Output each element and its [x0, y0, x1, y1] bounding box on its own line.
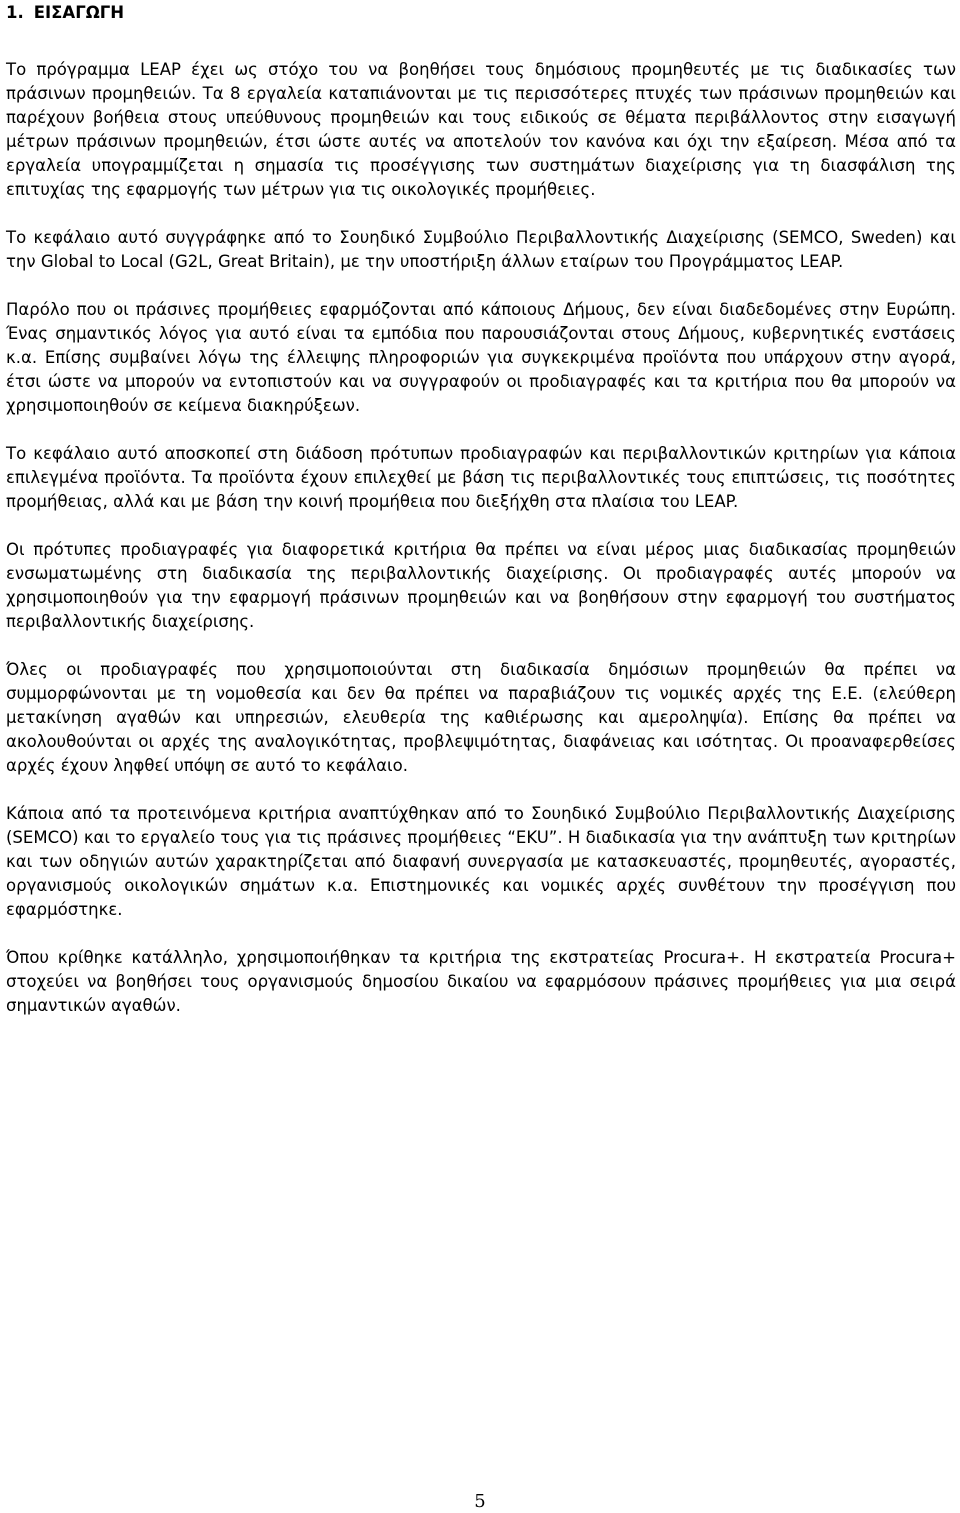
- page-number: 5: [474, 1491, 486, 1512]
- paragraph-authors: Το κεφάλαιο αυτό συγγράφηκε από το Σουηδικό Συμβούλιο Περιβαλλοντικής Διαχείρισης (SEMCO, Sweden) και την Global to Local (G2L, Great Britain), με την υποστήριξη άλλων εταίρων του Προγράμματος LEAP.: [6, 228, 956, 271]
- section-number: 1.: [6, 3, 24, 22]
- document-page: [6, 0, 956, 1018]
- paragraph-legal-principles: Όλες οι προδιαγραφές που χρησιμοποιούνται στη διαδικασία δημόσιων προμηθειών θα πρέπει να συμμορφώνονται με τη νομοθεσία και δεν θα πρέπει να παραβιάζουν τις νομικές αρχές της Ε.Ε. (ελεύθερη μετακίνηση αγαθών και υπηρεσιών, ελευθερία της καθιέρωσης και αμεροληψία). Επίσης θα πρέπει να ακολουθούνται οι αρχές της αναλογικότητας, προβλεψιμότητας, διαφάνειας και ισότητας. Οι προαναφερθείσες αρχές έχουν ληφθεί υπόψη σε αυτό το κεφάλαιο.: [6, 660, 956, 775]
- section-heading: [6, 0, 956, 24]
- paragraph-intro: Το πρόγραμμα LEAP έχει ως στόχο του να βοηθήσει τους δημόσιους προμηθευτές με τις διαδικασίες των πράσινων προμηθειών. Τα 8 εργαλεία καταπιάνονται με τις περισσότερες πτυχές των πράσινων προμηθειών και παρέχουν βοήθεια στους υπεύθυνους προμηθειών και τους ειδικούς σε θέματα περιβάλλοντος στην εισαγωγή μέτρων πράσινων προμηθειών, έτσι ώστε αυτές να αποτελούν τον κανόνα και όχι την εξαίρεση. Μέσα από τα εργαλεία υπογραμμίζεται η σημασία τις προσέγγισης των συστημάτων διαχείρισης για τη διασφάλιση της επιτυχίας της εφαρμογής των μέτρων για τις οικολογικές προμήθειες.: [6, 60, 956, 199]
- paragraph-procura: Όπου κρίθηκε κατάλληλο, χρησιμοποιήθηκαν τα κριτήρια της εκστρατείας Procura+. Η εκστρατεία Procura+ στοχεύει να βοηθήσει τους οργανισμούς δημοσίου δικαίου να εφαρμόσουν πράσινες προμήθειες για μια σειρά σημαντικών αγαθών.: [6, 948, 956, 1015]
- paragraph-specifications: Οι πρότυπες προδιαγραφές για διαφορετικά κριτήρια θα πρέπει να είναι μέρος μιας διαδικασίας προμηθειών ενσωματωμένης στη διαδικασία της περιβαλλοντικής διαχείρισης. Οι προδιαγραφές αυτές μπορούν να χρησιμοποιηθούν για την εφαρμογή πράσινων προμηθειών και να βοηθήσουν στην εφαρμογή του συστήματος περιβαλλοντικής διαχείρισης.: [6, 540, 956, 631]
- section-title: ΕΙΣΑΓΩΓΗ: [33, 3, 125, 22]
- paragraph-aim: Το κεφάλαιο αυτό αποσκοπεί στη διάδοση πρότυπων προδιαγραφών και περιβαλλοντικών κριτηρίων για κάποια επιλεγμένα προϊόντα. Τα προϊόντα έχουν επιλεχθεί με βάση τις περιβαλλοντικές τους επιπτώσεις, τις ποσότητες προμήθειας, αλλά και με βάση την κοινή προμήθεια που διεξήχθη στα πλαίσια του LEAP.: [6, 444, 956, 511]
- paragraph-adoption: Παρόλο που οι πράσινες προμήθειες εφαρμόζονται από κάποιους Δήμους, δεν είναι διαδεδομένες στην Ευρώπη. Ένας σημαντικός λόγος για αυτό είναι τα εμπόδια που παρουσιάζονται στους Δήμους, κυβερνητικές ενστάσεις κ.α. Επίσης συμβαίνει λόγω της έλλειψης πληροφοριών για συγκεκριμένα προϊόντα που υπάρχουν στην αγορά, έτσι ώστε να μπορούν να εντοπιστούν και να συγγραφούν οι προδιαγραφές και τα κριτήρια που θα μπορούν να χρησιμοποιηθούν σε κείμενα διακηρύξεων.: [6, 300, 956, 415]
- paragraph-criteria-source: Κάποια από τα προτεινόμενα κριτήρια αναπτύχθηκαν από το Σουηδικό Συμβούλιο Περιβαλλοντικής Διαχείρισης (SEMCO) και το εργαλείο τους για τις πράσινες προμήθειες “EKU”. Η διαδικασία για την ανάπτυξη των κριτηρίων και των οδηγιών αυτών χαρακτηρίζεται από διαφανή συνεργασία με κατασκευαστές, προμηθευτές, αγοραστές, οργανισμούς οικολογικών σημάτων κ.α. Επιστημονικές και νομικές αρχές συνθέτουν την προσέγγιση που εφαρμόστηκε.: [6, 804, 956, 919]
